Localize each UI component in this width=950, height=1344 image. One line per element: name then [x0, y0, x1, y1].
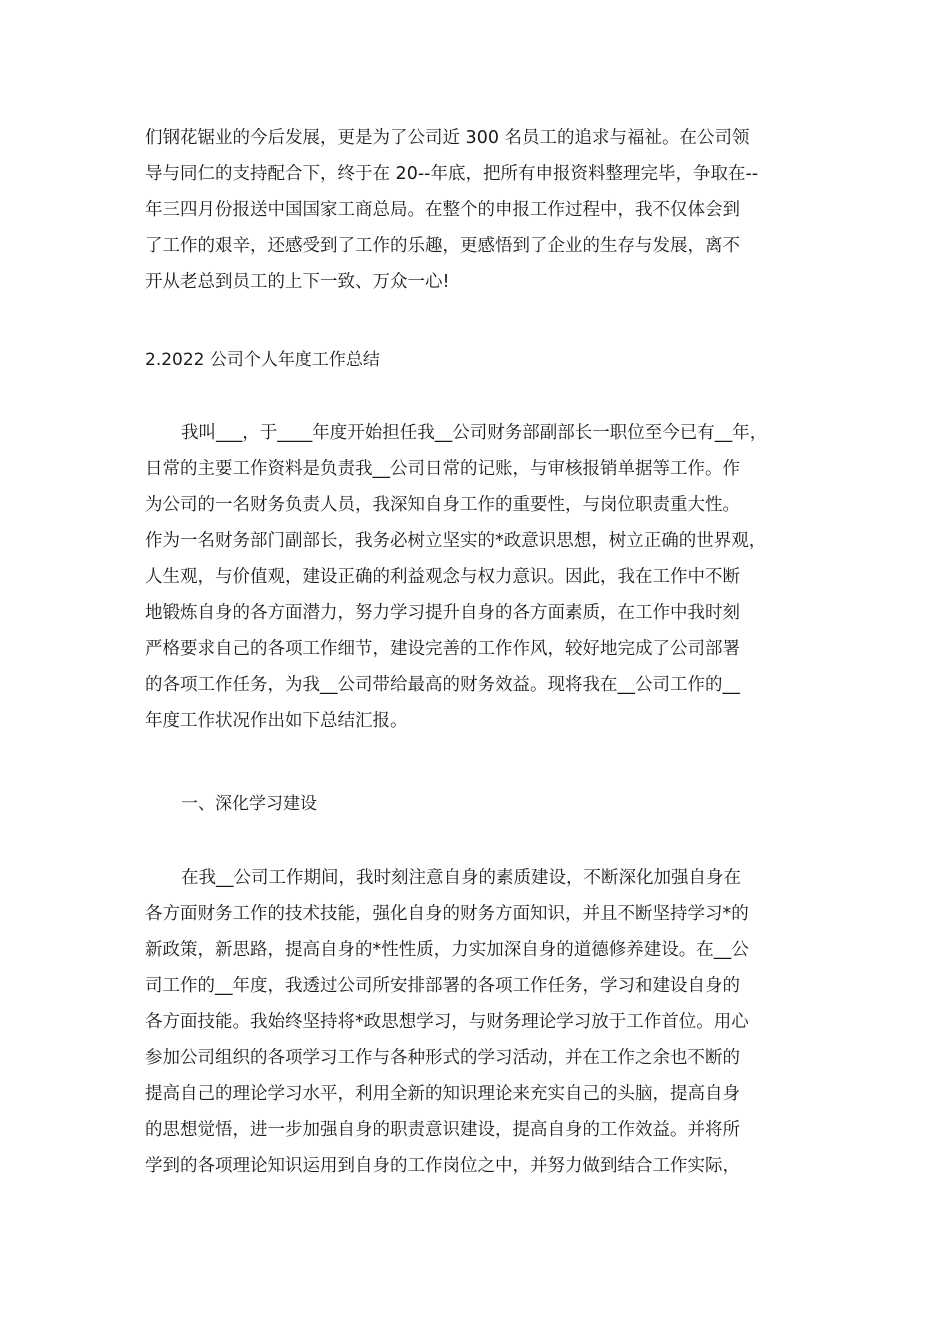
text-line: 参加公司组织的各项学习工作与各种形式的学习活动，并在工作之余也不断的: [145, 1048, 740, 1068]
text-line: 的各项工作任务，为我__公司带给最高的财务效益。现将我在__公司工作的__: [145, 675, 740, 695]
text-line: 各方面财务工作的技术技能，强化自身的财务方面知识，并且不断坚持学习*的: [145, 904, 749, 924]
intro-paragraph: [145, 120, 805, 300]
section-heading: 一、深化学习建设: [181, 794, 317, 814]
text-line: 们钢花锯业的今后发展，更是为了公司近 300 名员工的追求与福祉。在公司领: [145, 128, 750, 148]
text-line: 新政策，新思路，提高自身的*性性质，力实加深自身的道德修养建设。在__公: [145, 940, 749, 960]
text-line: 的思想觉悟，进一步加强自身的职责意识建设，提高自身的工作效益。并将所: [145, 1120, 740, 1140]
text-line: 地锻炼自身的各方面潜力，努力学习提升自身的各方面素质，在工作中我时刻: [145, 603, 740, 623]
text-line: 了工作的艰辛，还感受到了工作的乐趣，更感悟到了企业的生存与发展，离不: [145, 236, 740, 256]
text-line: 在我__公司工作期间，我时刻注意自身的素质建设，不断深化加强自身在: [181, 868, 741, 888]
text-line: 司工作的__年度，我透过公司所安排部署的各项工作任务，学习和建设自身的: [145, 976, 740, 996]
text-line: 导与同仁的支持配合下，终于在 20--年底，把所有申报资料整理完毕，争取在--: [145, 164, 759, 184]
document-title: 2.2022 公司个人年度工作总结: [145, 350, 380, 370]
text-line: 提高自己的理论学习水平，利用全新的知识理论来充实自己的头脑，提高自身: [145, 1084, 740, 1104]
text-line: 各方面技能。我始终坚持将*政思想学习，与财务理论学习放于工作首位。用心: [145, 1012, 749, 1032]
text-line: 年三四月份报送中国国家工商总局。在整个的申报工作过程中，我不仅体会到: [145, 200, 740, 220]
text-line: 为公司的一名财务负责人员，我深知自身工作的重要性，与岗位职责重大性。: [145, 495, 740, 515]
text-line: 年度工作状况作出如下总结汇报。: [145, 711, 408, 731]
text-line: 人生观，与价值观，建设正确的利益观念与权力意识。因此，我在工作中不断: [145, 567, 740, 587]
paragraph-2: [145, 860, 805, 1184]
text-line: 我叫___，于____年度开始担任我__公司财务部副部长一职位至今已有__年，: [181, 423, 768, 443]
paragraph-1: [145, 415, 805, 739]
text-line: 日常的主要工作资料是负责我__公司日常的记账，与审核报销单据等工作。作: [145, 459, 740, 479]
text-line: 学到的各项理论知识运用到自身的工作岗位之中，并努力做到结合工作实际，: [145, 1156, 740, 1176]
document-title-block: [145, 342, 805, 378]
text-line: 开从老总到员工的上下一致、万众一心!: [145, 272, 450, 292]
text-line: 严格要求自己的各项工作细节，建设完善的工作作风，较好地完成了公司部署: [145, 639, 740, 659]
section-heading-block: [145, 786, 805, 822]
text-line: 作为一名财务部门副部长，我务必树立坚实的*政意识思想，树立正确的世界观，: [145, 531, 767, 551]
